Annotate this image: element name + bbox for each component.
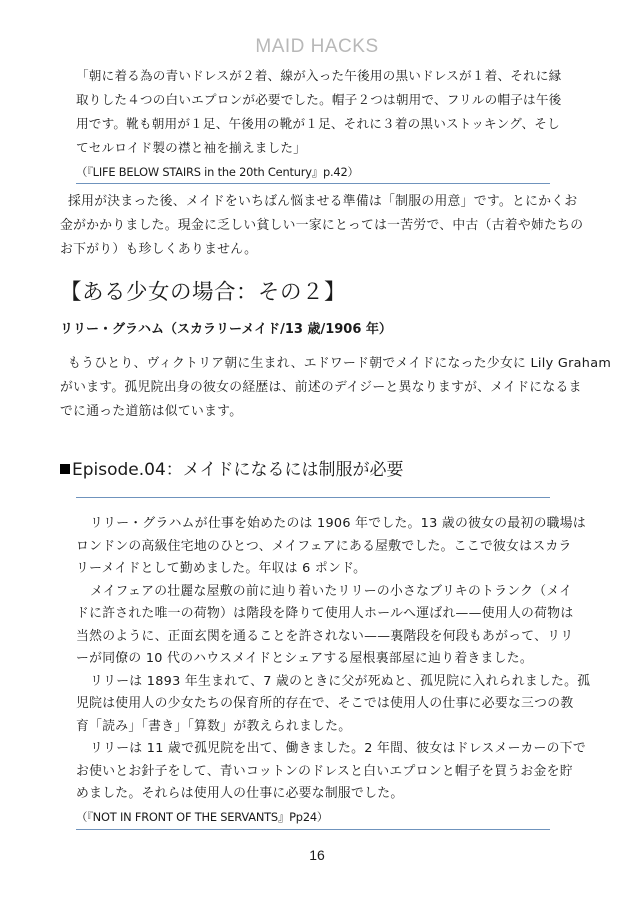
episode-line: リーメイドとして勤めました。年収は 6 ポンド。 [76,561,367,576]
paragraph-line: お下がり）も珍しくありません。 [60,242,258,257]
episode-line: ーが同僚の 10 代のハウスメイドとシェアする屋根裏部屋に辿り着きました。 [76,651,533,666]
episode-heading [60,455,403,480]
episode-line: メイフェアの壮麗な屋敷の前に辿り着いたリリーの小さなブリキのトランク（メイ [90,583,573,599]
running-header: MAID HACKS [255,36,379,57]
episode-line: リリーは 1893 年生まれて、7 歳のときに父が死ぬと、孤児院に入れられました。孤 [90,673,591,689]
quote-line: 「朝に着る為の青いドレスが２着、線が入った午後用の黒いドレスが１着、それに縁 [76,68,562,83]
episode-line: 児院は使用人の少女たちの保育所的存在で、そこでは使用人の仕事に必要な三つの教 [76,696,574,711]
quote-line: 用です。靴も朝用が１足、午後用の靴が１足、それに３着の黒いストッキング、そし [76,116,560,131]
quote-citation: （『LIFE BELOW STAIRS in the 20th Century』p.42） [76,165,359,179]
episode-citation: （『NOT IN FRONT OF THE SERVANTS』Pp24） [76,809,329,824]
divider-rule [76,183,550,184]
square-bullet-icon [60,464,70,474]
divider-rule [76,497,550,498]
page-number: 16 [309,847,325,863]
quote-line: 取りした４つの白いエプロンが必要でした。帽子２つは朝用で、フリルの帽子は午後 [76,92,562,107]
paragraph-line: がいます。孤児院出身の彼女の経歴は、前述のデイジーと異なりますが、メイドになるま [60,380,582,395]
episode-line: 当然のように、正面玄関を通ることを許されない——裏階段を何段もあがって、リリ [76,628,574,644]
episode-line: お使いとお針子をして、青いコットンのドレスと白いエプロンと帽子を買うお金を貯 [76,763,573,779]
section-heading: 【ある少女の場合：その２】 [60,280,347,305]
section-subheading: リリー・グラハム（スカラリーメイド/13 歳/1906 年） [60,322,392,337]
episode-line: リリーは 11 歳で孤児院を出て、働きました。2 年間、彼女はドレスメーカーの下で [90,741,586,756]
divider-rule [76,829,550,830]
paragraph-line: でに通った道筋は似ています。 [60,404,243,419]
paragraph-line: 金がかかりました。現金に乏しい貧しい一家にとっては一苦労で、中古（古着や姉たちの [60,218,584,233]
episode-line: 育「読み」「書き」「算数」が教えられました。 [76,718,352,734]
episode-title: Episode.04：メイドになるには制服が必要 [72,460,404,480]
quote-line: てセルロイド製の襟と袖を揃えました」 [76,140,306,155]
episode-line: ロンドンの高級住宅地のひとつ、メイフェアにある屋敷でした。ここで彼女はスカラ [76,538,572,554]
paragraph-line: もうひとり、ヴィクトリア朝に生まれ、エドワード朝でメイドになった少女に Lily Graham [68,356,612,371]
episode-line: リリー・グラハムが仕事を始めたのは 1906 年でした。13 歳の彼女の最初の職場は [90,516,586,531]
episode-line: ドに許された唯一の荷物）は階段を降りて使用人ホールへ運ばれ——使用人の荷物は [76,606,574,621]
episode-line: めました。それらは使用人の仕事に必要な制服でした。 [76,786,404,801]
paragraph-line: 採用が決まった後、メイドをいちばん悩ませる準備は「制服の用意」です。とにかくお [68,194,578,209]
